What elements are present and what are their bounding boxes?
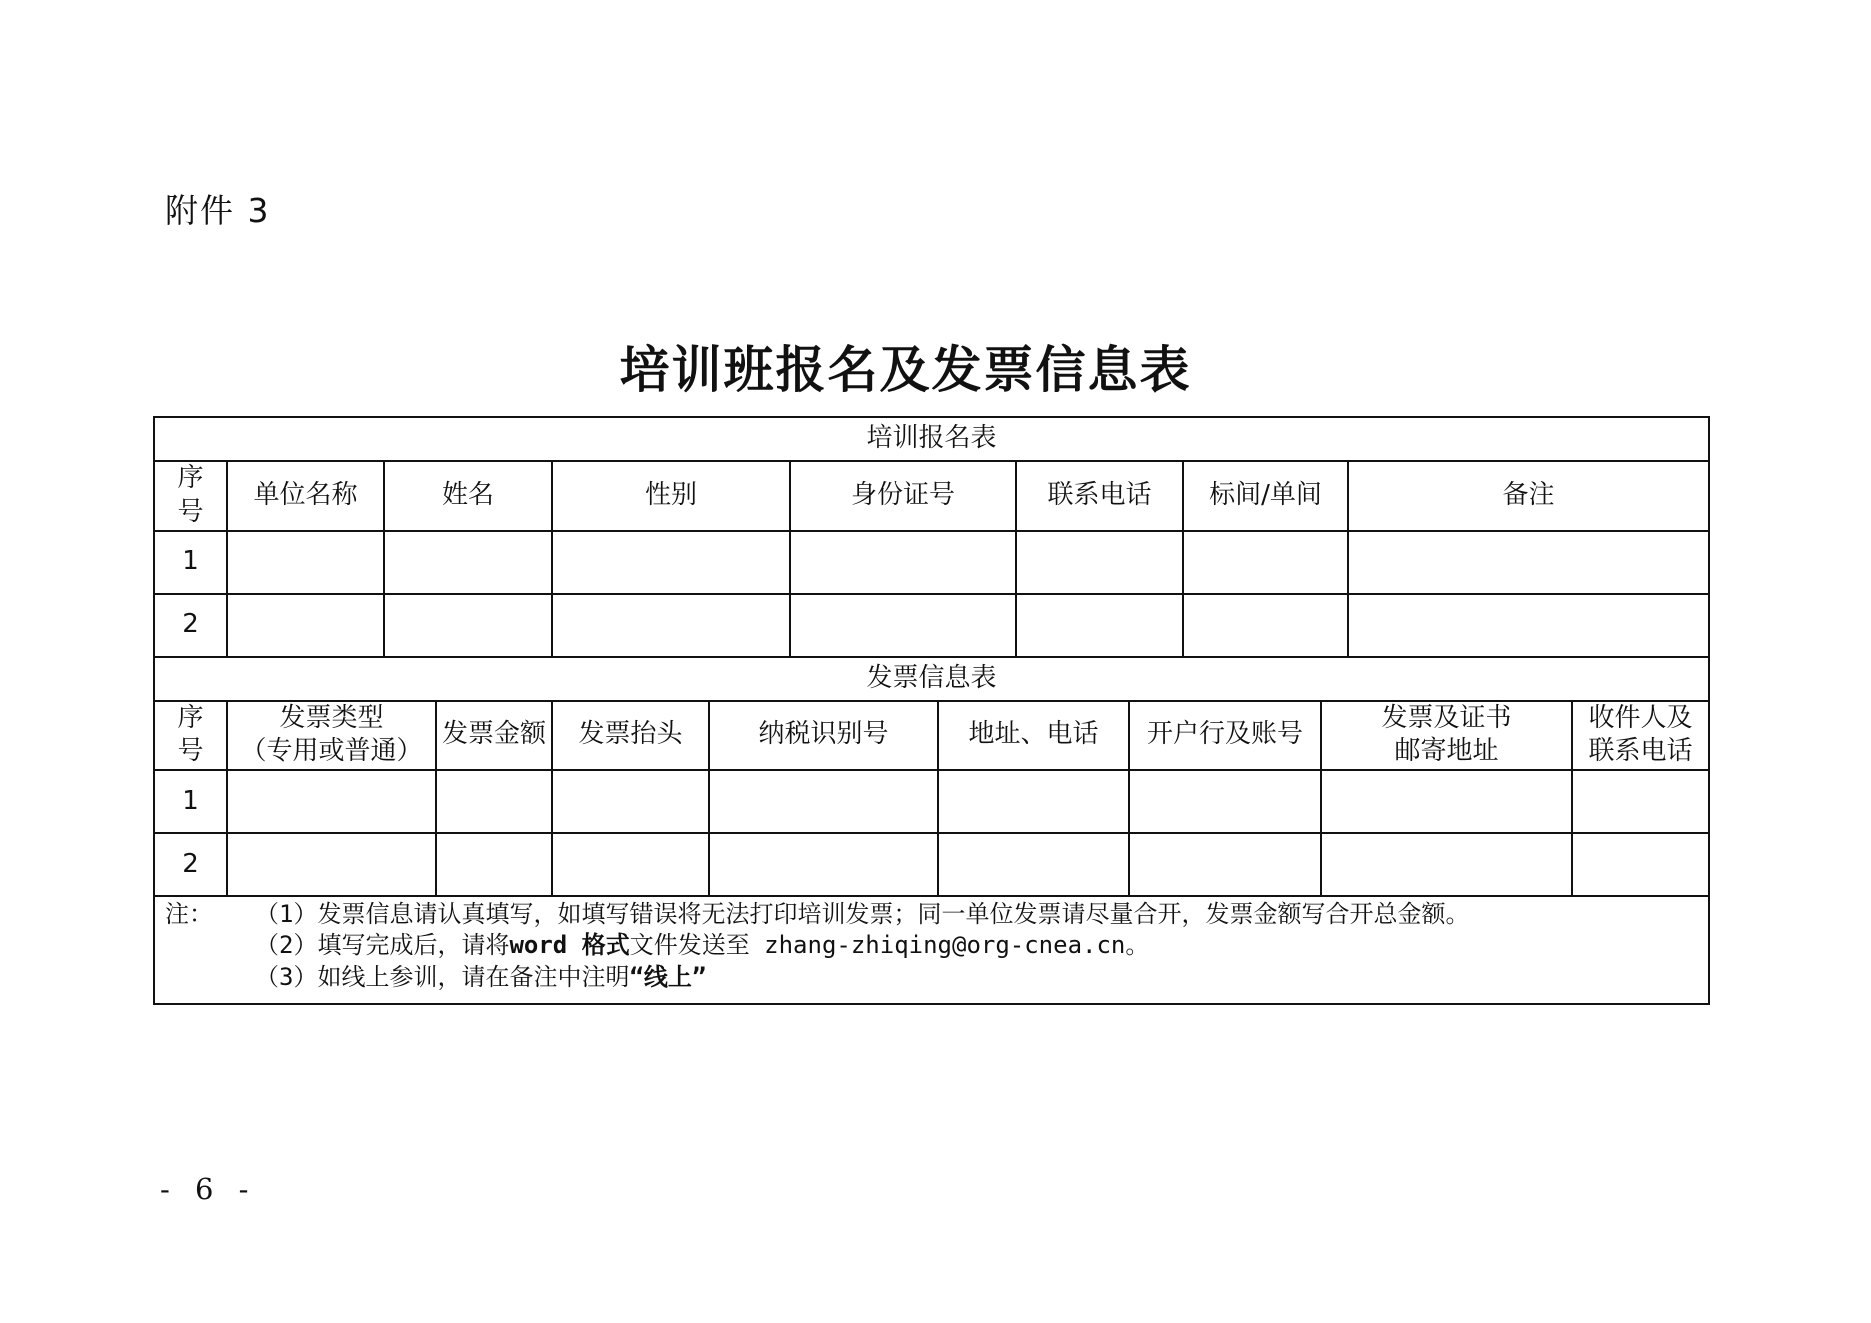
note-line-3: （3）如线上参训，请在备注中注明“线上” xyxy=(255,962,707,991)
remarks-field[interactable] xyxy=(1348,594,1709,657)
attachment-label: 附件 3 xyxy=(165,191,271,230)
address-phone-field[interactable] xyxy=(938,833,1129,896)
invoice-type-field[interactable] xyxy=(227,833,436,896)
inv-col-seq: 序 号 xyxy=(154,701,227,771)
mailing-address-field[interactable] xyxy=(1321,833,1572,896)
registration-header-row xyxy=(154,461,1709,531)
name-field[interactable] xyxy=(384,531,552,594)
reg-col-room-type: 标间/单间 xyxy=(1183,461,1348,531)
registration-section-title: 培训报名表 xyxy=(154,417,1709,461)
table-row xyxy=(154,531,1709,594)
reg-row-number: 1 xyxy=(154,531,227,594)
tax-id-field[interactable] xyxy=(709,833,938,896)
remarks-field[interactable] xyxy=(1348,531,1709,594)
unit-field[interactable] xyxy=(227,531,384,594)
notes-section xyxy=(154,896,1709,1004)
document-title: 培训班报名及发票信息表 xyxy=(619,340,1192,399)
bank-account-field[interactable] xyxy=(1129,770,1321,833)
invoice-section-title: 发票信息表 xyxy=(154,657,1709,701)
reg-col-id-number: 身份证号 xyxy=(790,461,1016,531)
registration-invoice-form xyxy=(153,416,1710,1005)
inv-col-amount: 发票金额 xyxy=(436,701,552,771)
room-type-field[interactable] xyxy=(1183,594,1348,657)
phone-field[interactable] xyxy=(1016,531,1183,594)
reg-col-phone: 联系电话 xyxy=(1016,461,1183,531)
table-row xyxy=(154,833,1709,896)
table-row xyxy=(154,770,1709,833)
gender-field[interactable] xyxy=(552,594,790,657)
inv-col-tax-id: 纳税识别号 xyxy=(709,701,938,771)
inv-col-recipient: 收件人及 联系电话 xyxy=(1572,701,1709,771)
unit-field[interactable] xyxy=(227,594,384,657)
note-line-1: （1）发票信息请认真填写，如填写错误将无法打印培训发票；同一单位发票请尽量合开，发票金额写合开总金额。 xyxy=(255,900,1470,929)
notes-label: 注： xyxy=(165,900,213,929)
inv-col-bank-account: 开户行及账号 xyxy=(1129,701,1321,771)
gender-field[interactable] xyxy=(552,531,790,594)
reg-col-seq: 序 号 xyxy=(154,461,227,531)
mailing-address-field[interactable] xyxy=(1321,770,1572,833)
reg-col-remarks: 备注 xyxy=(1348,461,1709,531)
inv-row-number: 1 xyxy=(154,770,227,833)
invoice-header-row xyxy=(154,701,1709,771)
invoice-header-field[interactable] xyxy=(552,770,709,833)
reg-col-unit: 单位名称 xyxy=(227,461,384,531)
recipient-field[interactable] xyxy=(1572,833,1709,896)
table-row xyxy=(154,594,1709,657)
invoice-type-field[interactable] xyxy=(227,770,436,833)
reg-col-name: 姓名 xyxy=(384,461,552,531)
reg-row-number: 2 xyxy=(154,594,227,657)
recipient-field[interactable] xyxy=(1572,770,1709,833)
page-number: - 6 - xyxy=(160,1172,257,1206)
invoice-header-field[interactable] xyxy=(552,833,709,896)
inv-col-type: 发票类型 （专用或普通） xyxy=(227,701,436,771)
phone-field[interactable] xyxy=(1016,594,1183,657)
id-number-field[interactable] xyxy=(790,594,1016,657)
inv-col-header: 发票抬头 xyxy=(552,701,709,771)
bank-account-field[interactable] xyxy=(1129,833,1321,896)
tax-id-field[interactable] xyxy=(709,770,938,833)
reg-col-gender: 性别 xyxy=(552,461,790,531)
inv-col-address-phone: 地址、电话 xyxy=(938,701,1129,771)
room-type-field[interactable] xyxy=(1183,531,1348,594)
inv-col-mailing-address: 发票及证书 邮寄地址 xyxy=(1321,701,1572,771)
invoice-amount-field[interactable] xyxy=(436,770,552,833)
address-phone-field[interactable] xyxy=(938,770,1129,833)
note-line-2: （2）填写完成后，请将word 格式文件发送至 zhang-zhiqing@org-cnea.cn。 xyxy=(255,931,1150,960)
invoice-amount-field[interactable] xyxy=(436,833,552,896)
name-field[interactable] xyxy=(384,594,552,657)
inv-row-number: 2 xyxy=(154,833,227,896)
id-number-field[interactable] xyxy=(790,531,1016,594)
